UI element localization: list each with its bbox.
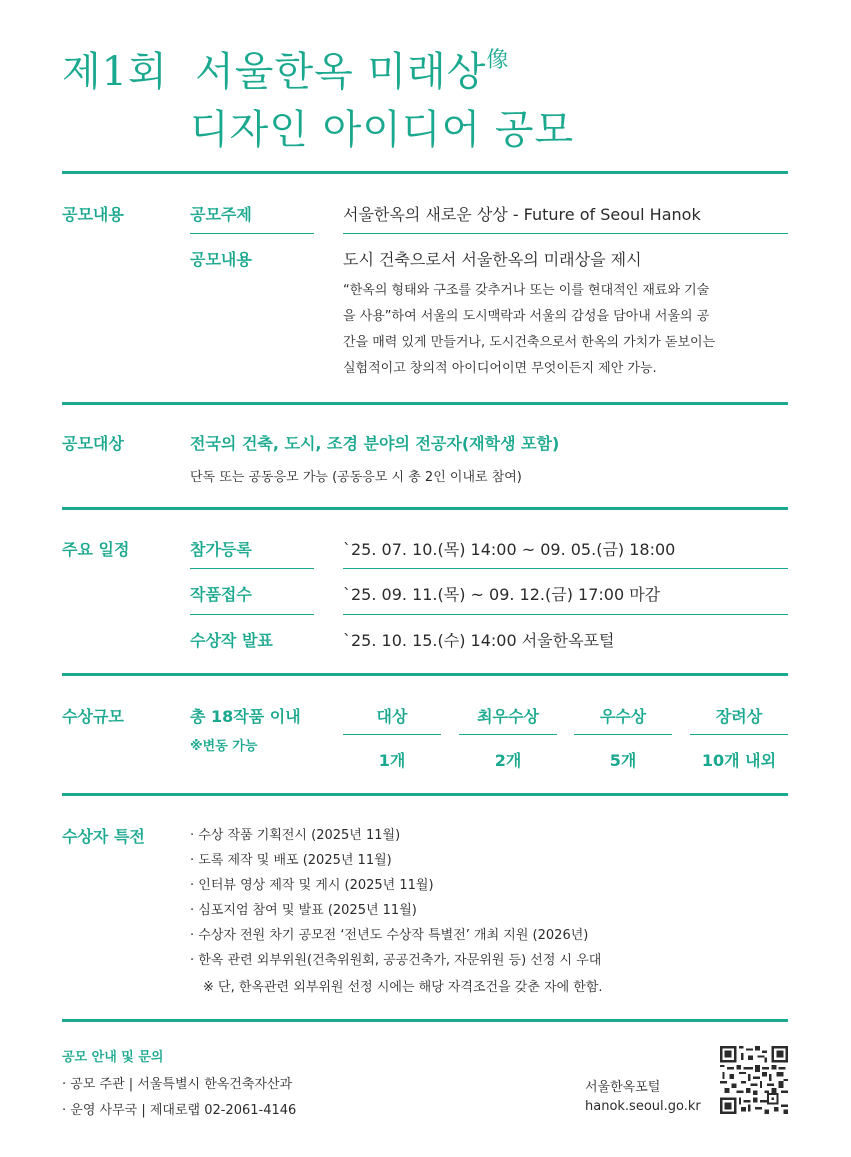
benefit-item: · 도록 제작 및 배포 (2025년 11월): [190, 853, 392, 868]
benefit-item: · 한옥 관련 외부위원(건축위원회, 공공건축가, 자문위원 등) 선정 시 우대: [190, 953, 602, 968]
award-underline: [343, 734, 441, 735]
eligibility-main: 전국의 건축, 도시, 조경 분야의 전공자(재학생 포함): [190, 434, 560, 453]
description-line: 간을 매력 있게 만들거나, 도시건축으로서 한옥의 가치가 돋보이는: [343, 335, 716, 350]
footer-office: · 운영 사무국 | 제대로랩 02-2061-4146: [62, 1103, 297, 1118]
title-line-2: 디자인 아이디어 공모: [190, 107, 575, 153]
section-divider: [62, 171, 788, 174]
qr-code-icon[interactable]: [720, 1046, 788, 1114]
schedule-value-registration: `25. 07. 10.(목) 14:00 ~ 09. 05.(금) 18:00: [343, 540, 676, 559]
title-line-1: [62, 40, 509, 97]
footer-heading: 공모 안내 및 문의: [62, 1050, 164, 1065]
awards-total: 총 18작품 이내: [190, 707, 301, 726]
section-title-benefits: 수상자 특전: [62, 827, 145, 846]
content-label: 공모내용: [190, 250, 252, 269]
value-underline: [343, 614, 788, 615]
schedule-label-announcement: 수상작 발표: [190, 631, 273, 650]
section-divider: [62, 507, 788, 510]
award-name-excellence: 최우수상: [477, 707, 539, 726]
label-underline: [190, 233, 314, 234]
portal-name: 서울한옥포털: [585, 1080, 661, 1095]
section-title-eligibility: 공모대상: [62, 434, 124, 453]
portal-url[interactable]: hanok.seoul.go.kr: [585, 1099, 701, 1114]
value-underline: [343, 233, 788, 234]
schedule-value-submission: `25. 09. 11.(목) ~ 09. 12.(금) 17:00 마감: [343, 585, 661, 604]
award-underline: [690, 734, 788, 735]
section-title-awards: 수상규모: [62, 707, 124, 726]
award-name-grand: 대상: [376, 707, 408, 726]
eligibility-sub: 단독 또는 공동응모 가능 (공동응모 시 총 2인 이내로 참여): [190, 470, 522, 485]
benefit-note: ※ 단, 한옥관련 외부위원 선정 시에는 해당 자격조건을 갖춘 자에 한함.: [203, 980, 603, 995]
schedule-value-announcement: `25. 10. 15.(수) 14:00 서울한옥포털: [343, 631, 615, 650]
footer-divider: [62, 1019, 788, 1022]
description-line: “한옥의 형태와 구조를 갖추거나 또는 이를 현대적인 재료와 기술: [343, 283, 710, 298]
award-name-encouragement: 장려상: [715, 707, 763, 726]
title-sup: 像: [486, 48, 510, 73]
award-underline: [574, 734, 672, 735]
section-title-content: 공모내용: [62, 205, 124, 224]
description-line: 을 사용”하여 서울의 도시맥락과 서울의 감성을 담아내 서울의 공: [343, 309, 710, 324]
section-divider: [62, 793, 788, 796]
benefit-item: · 인터뷰 영상 제작 및 게시 (2025년 11월): [190, 878, 434, 893]
schedule-label-submission: 작품접수: [190, 585, 252, 604]
awards-note: ※변동 가능: [190, 739, 258, 754]
benefit-item: · 수상자 전원 차기 공모전 ‘전년도 수상작 특별전’ 개최 지원 (2026년): [190, 928, 589, 943]
section-divider: [62, 673, 788, 676]
theme-label: 공모주제: [190, 205, 252, 224]
award-underline: [459, 734, 557, 735]
award-count-excellence: 2개: [494, 751, 522, 770]
award-count-merit: 5개: [609, 751, 637, 770]
section-divider: [62, 402, 788, 405]
content-description: [343, 278, 789, 382]
value-underline: [343, 568, 788, 569]
award-name-merit: 우수상: [599, 707, 647, 726]
label-underline: [190, 614, 314, 615]
content-value: 도시 건축으로서 서울한옥의 미래상을 제시: [343, 250, 642, 269]
section-title-schedule: 주요 일정: [62, 540, 130, 559]
benefit-item: · 심포지엄 참여 및 발표 (2025년 11월): [190, 903, 417, 918]
title-main: 제1회 서울한옥 미래상: [62, 49, 487, 95]
schedule-label-registration: 참가등록: [190, 540, 252, 559]
theme-value: 서울한옥의 새로운 상상 - Future of Seoul Hanok: [343, 205, 701, 224]
benefit-item: · 수상 작품 기획전시 (2025년 11월): [190, 828, 401, 843]
award-count-encouragement: 10개 내외: [701, 751, 777, 770]
footer-host: · 공모 주관 | 서울특별시 한옥건축자산과: [62, 1077, 293, 1092]
label-underline: [190, 568, 314, 569]
description-line: 실험적이고 창의적 아이디어이면 무엇이든지 제안 가능.: [343, 361, 657, 376]
award-count-grand: 1개: [378, 751, 406, 770]
